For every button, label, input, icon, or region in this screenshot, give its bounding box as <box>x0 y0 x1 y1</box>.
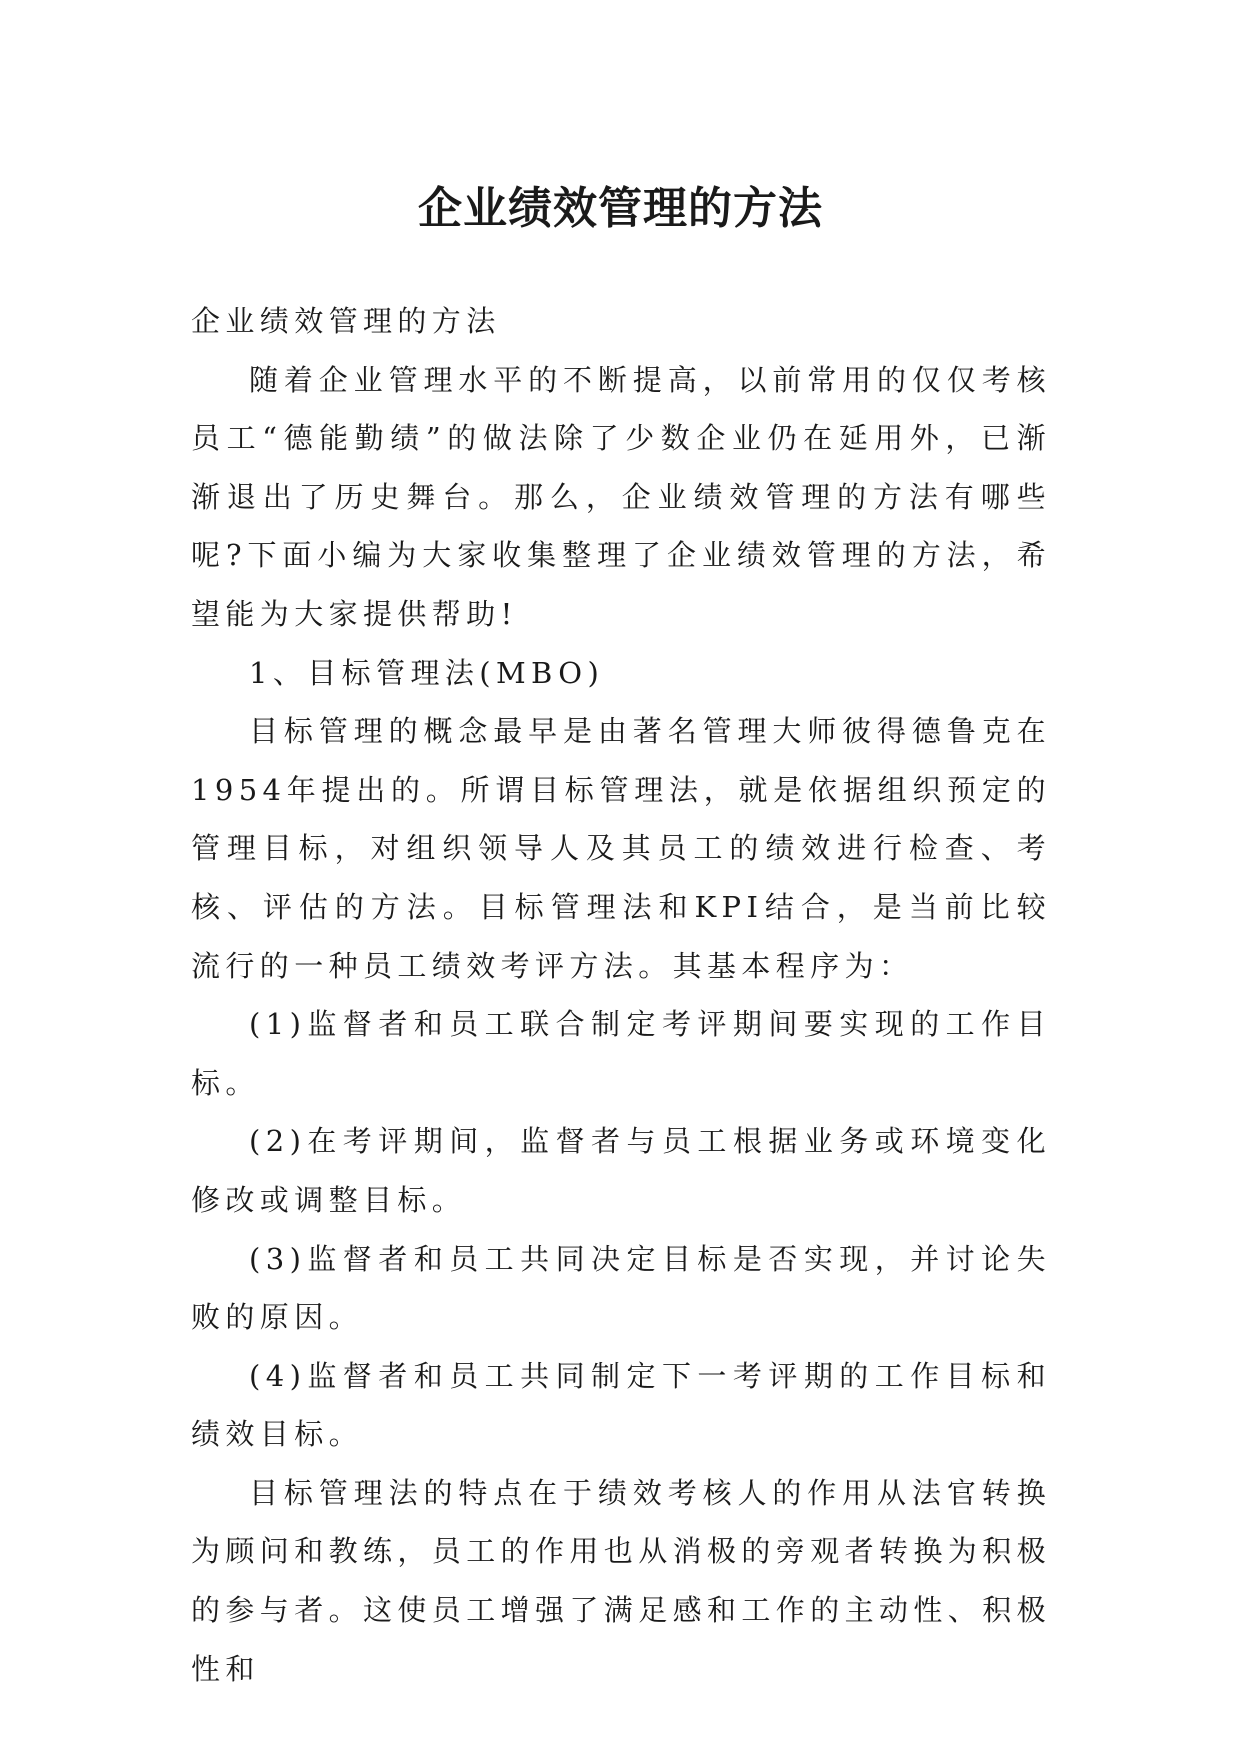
paragraph: 目标管理的概念最早是由著名管理大师彼得德鲁克在1954年提出的。所谓目标管理法，就是依据组织预定的管理目标，对组织领导人及其员工的绩效进行检查、考核、评估的方法。目标管理法和KPI结合，是当前比较流行的一种员工绩效考评方法。其基本程序为： <box>191 714 1051 983</box>
paragraph: 随着企业管理水平的不断提高，以前常用的仅仅考核员工“德能勤绩”的做法除了少数企业仍在延用外，已渐渐退出了历史舞台。那么，企业绩效管理的方法有哪些呢?下面小编为大家收集整理了企业绩效管理的方法，希望能为大家提供帮助! <box>191 362 1051 631</box>
paragraph: 企业绩效管理的方法 <box>191 304 501 338</box>
list-item: (2)在考评期间，监督者与员工根据业务或环境变化修改或调整目标。 <box>191 1124 1051 1217</box>
section-heading: 1、目标管理法(MBO) <box>249 655 605 690</box>
list-item: (3)监督者和员工共同决定目标是否实现，并讨论失败的原因。 <box>191 1241 1051 1335</box>
list-item: (4)监督者和员工共同制定下一考评期的工作目标和绩效目标。 <box>191 1358 1051 1452</box>
document-body <box>191 292 1051 1698</box>
document-title: 企业绩效管理的方法 <box>418 183 823 235</box>
paragraph: 目标管理法的特点在于绩效考核人的作用从法官转换为顾问和教练，员工的作用也从消极的旁观者转换为积极的参与者。这使员工增强了满足感和工作的主动性、积极性和 <box>191 1475 1052 1686</box>
list-item: (1)监督者和员工联合制定考评期间要实现的工作目标。 <box>191 1007 1051 1100</box>
